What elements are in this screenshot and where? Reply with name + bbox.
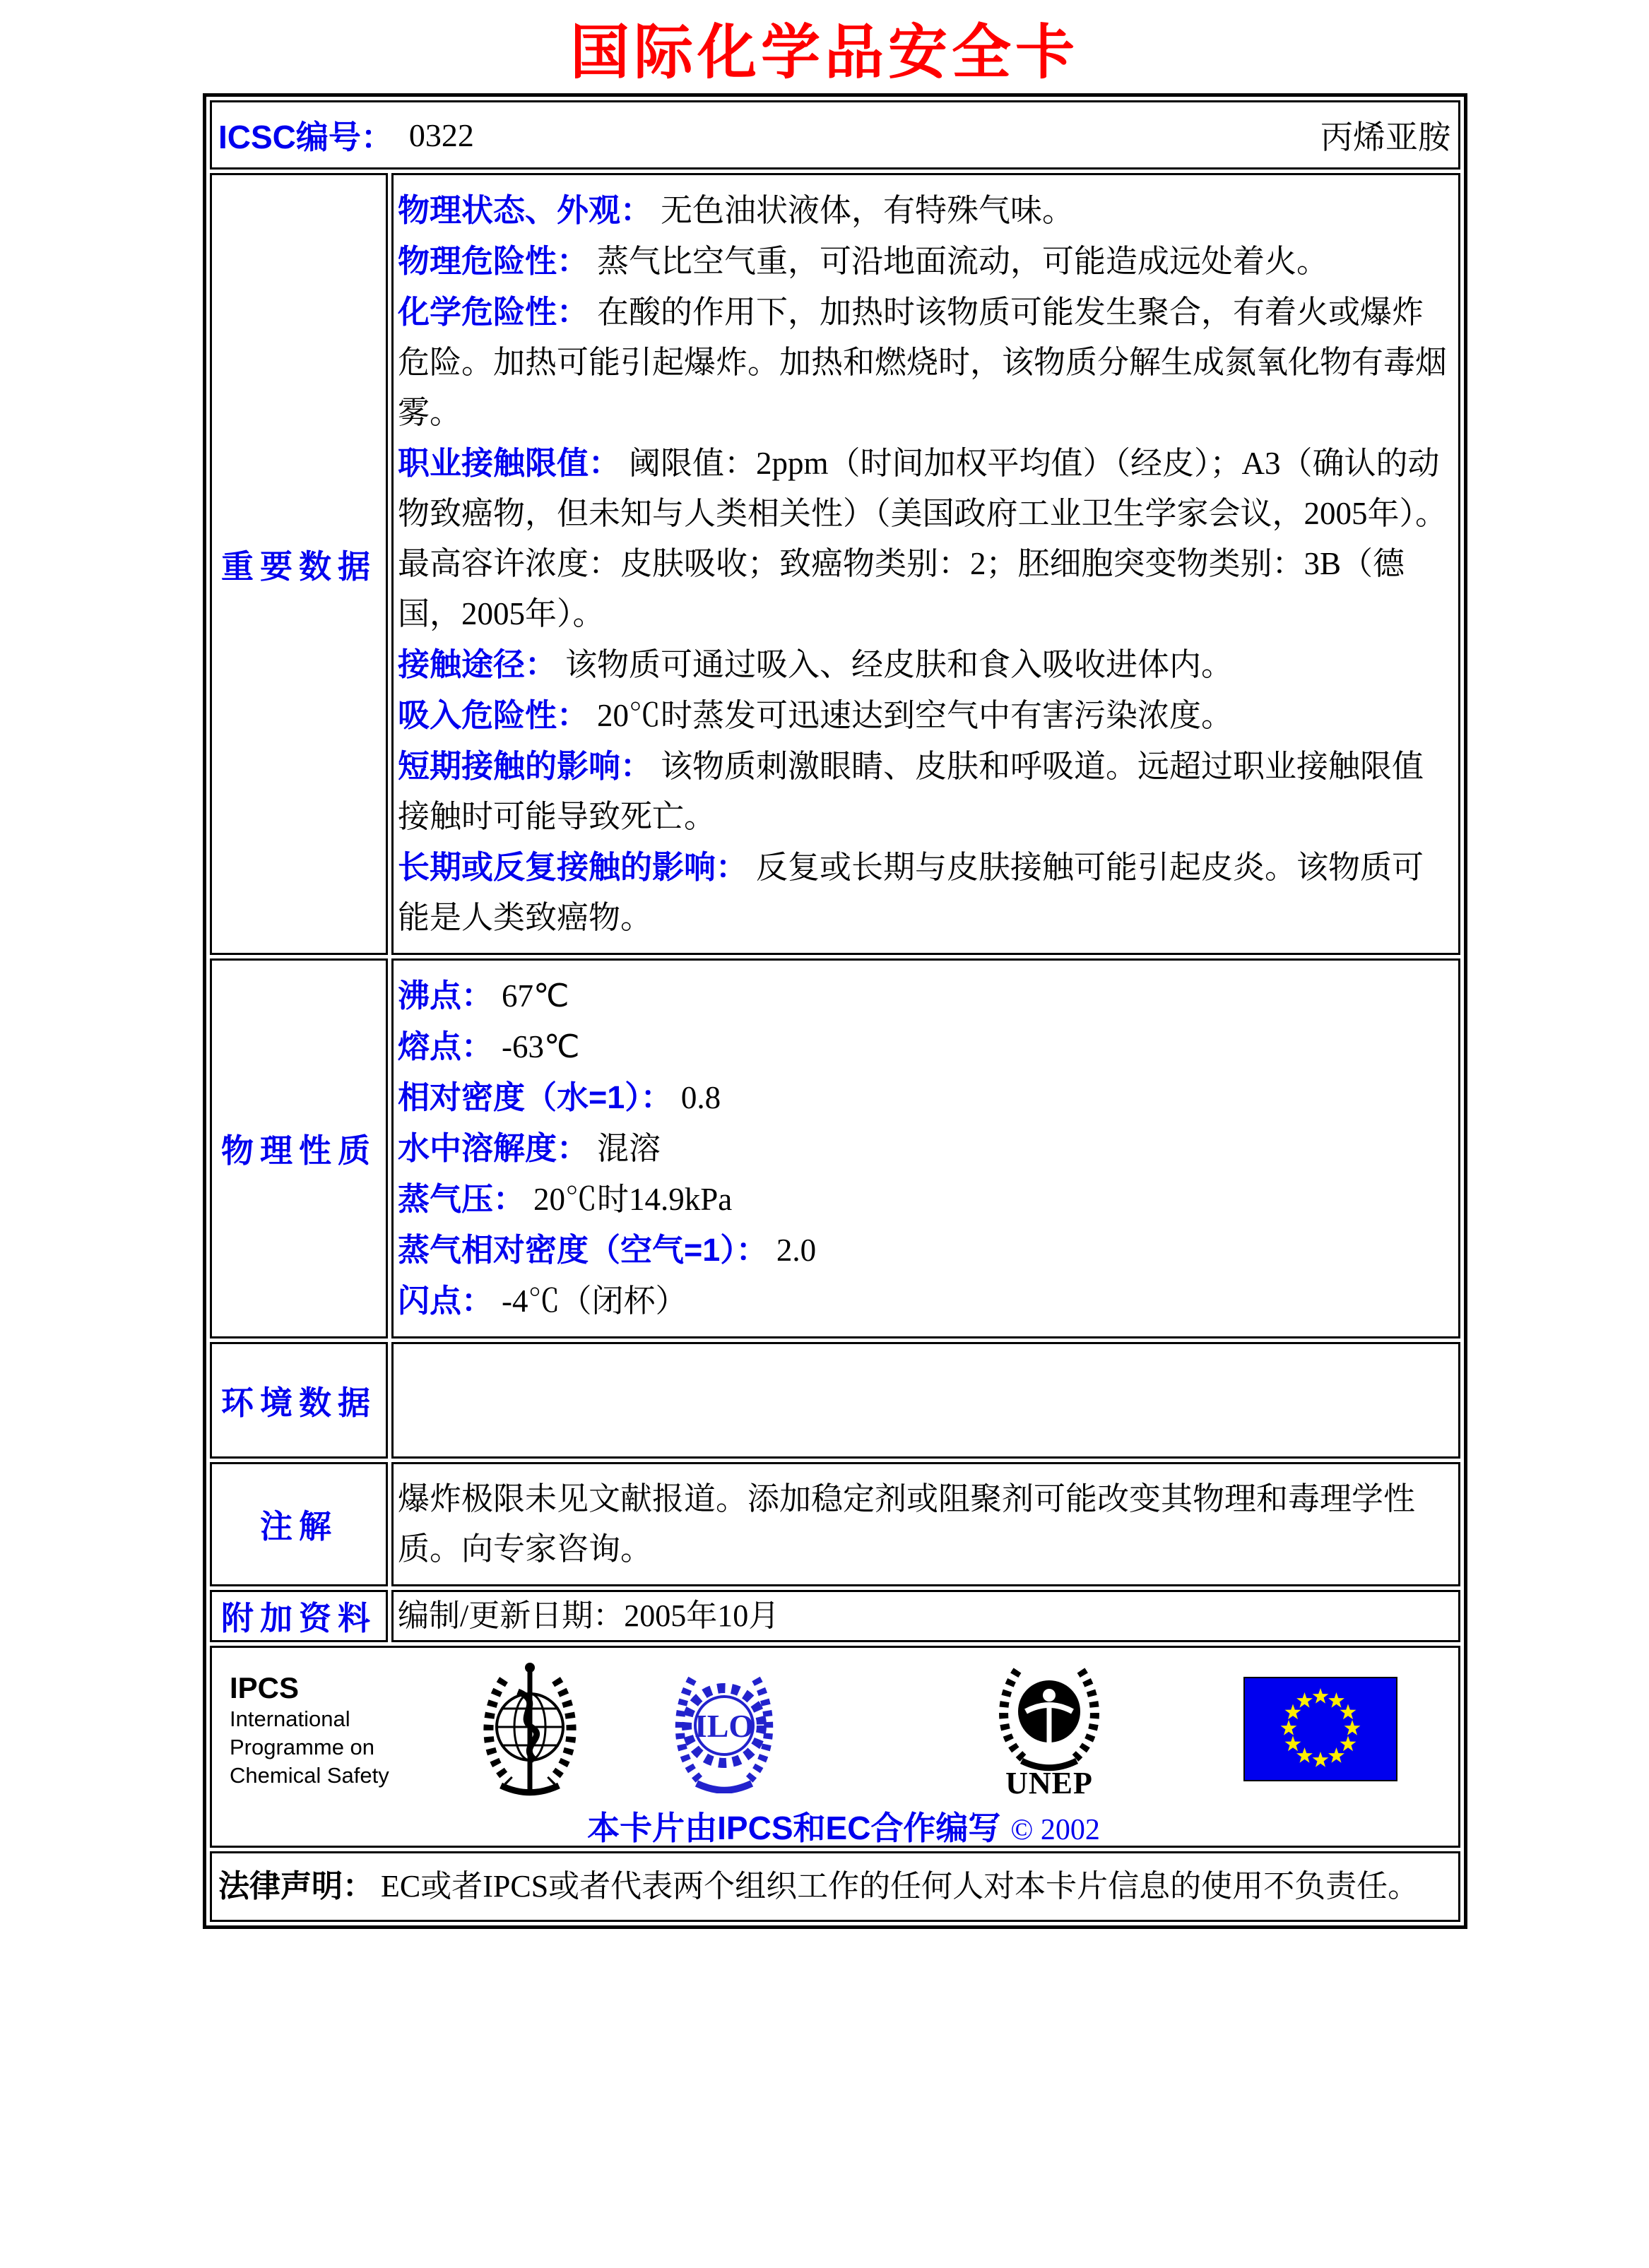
notes-content xyxy=(391,1462,1460,1586)
icsc-number-value: 0322 xyxy=(408,117,474,153)
icsc-card-table xyxy=(203,93,1467,1929)
footer-credit-text: 本卡片由IPCS和EC合作编写 xyxy=(587,1810,1001,1846)
important-data-item: 吸入危险性： 20℃时蒸发可迅速达到空气中有害污染浓度。 xyxy=(398,697,1234,733)
footer-copyright-year: © 2002 xyxy=(1010,1814,1100,1846)
physical-property-item: 相对密度（水=1）： 0.8 xyxy=(398,1079,721,1115)
physical-property-item: 蒸气相对密度（空气=1）： 2.0 xyxy=(398,1232,817,1268)
card-footer xyxy=(230,1803,1458,1849)
ipcs-subtitle-line: International xyxy=(230,1706,350,1731)
section-label-important-data: 重要数据 xyxy=(210,173,388,955)
section-label-additional-info: 附加资料 xyxy=(210,1590,388,1642)
ipcs-text-block xyxy=(230,1671,406,1790)
eu-flag-icon xyxy=(1243,1677,1397,1785)
physical-properties-row xyxy=(210,958,1460,1338)
notes-text: 爆炸极限未见文献报道。添加稳定剂或阻聚剂可能改变其物理和毒理学性质。向专家咨询。 xyxy=(398,1481,1416,1567)
physical-property-item: 闪点： -4℃（闭杯） xyxy=(398,1283,687,1319)
legal-row xyxy=(210,1851,1460,1922)
additional-info-content: 编制/更新日期：2005年10月 xyxy=(391,1590,1460,1642)
physical-property-item: 水中溶解度： 混溶 xyxy=(398,1130,661,1166)
physical-property-item: 熔点： -63℃ xyxy=(398,1028,580,1064)
section-label-physical-properties: 物理性质 xyxy=(210,958,388,1338)
legal-notice-label: 法律声明： xyxy=(218,1869,374,1904)
physical-property-item: 蒸气压： 20℃时14.9kPa xyxy=(398,1181,733,1217)
chemical-name: 丙烯亚胺 xyxy=(1320,119,1450,155)
environmental-data-row xyxy=(210,1342,1460,1459)
who-emblem-icon xyxy=(477,1660,583,1802)
header-cell xyxy=(210,100,1460,170)
legal-cell xyxy=(210,1851,1460,1922)
important-data-content xyxy=(391,173,1460,955)
environmental-data-content xyxy=(391,1342,1460,1459)
section-label-notes: 注解 xyxy=(210,1462,388,1586)
important-data-item: 短期接触的影响： 该物质刺激眼睛、皮肤和呼吸道。远超过职业接触限值接触时可能导致死亡。 xyxy=(398,748,1424,834)
logos-row xyxy=(210,1646,1460,1848)
notes-row xyxy=(210,1462,1460,1586)
header-row xyxy=(210,100,1460,170)
logos-cell xyxy=(210,1646,1460,1848)
important-data-item: 长期或反复接触的影响： 反复或长期与皮肤接触可能引起皮炎。该物质可能是人类致癌物。 xyxy=(398,849,1424,935)
important-data-item: 职业接触限值： 阈限值：2ppm（时间加权平均值）（经皮）；A3（确认的动物致癌物，但未知与人类相关性）（美国政府工业卫生学家会议，2005年）。最高容许浓度：皮肤吸收；致癌物类别：2；胚细胞突变物类别：3B（德国，2005年）。 xyxy=(398,445,1448,631)
physical-property-item: 沸点： 67℃ xyxy=(398,978,569,1014)
ilo-letters: ILO xyxy=(694,1707,755,1744)
ilo-emblem-icon xyxy=(671,1665,777,1797)
physical-properties-content xyxy=(391,958,1460,1338)
important-data-item: 物理状态、外观： 无色油状液体，有特殊气味。 xyxy=(398,192,1075,228)
ipcs-subtitle-line: Chemical Safety xyxy=(230,1763,389,1788)
unep-emblem-icon xyxy=(989,1659,1109,1803)
ipcs-title: IPCS xyxy=(230,1671,300,1704)
legal-notice-text: EC或者IPCS或者代表两个组织工作的任何人对本卡片信息的使用不负责任。 xyxy=(381,1869,1419,1904)
section-label-environmental-data: 环境数据 xyxy=(210,1342,388,1459)
important-data-item: 化学危险性： 在酸的作用下，加热时该物质可能发生聚合，有着火或爆炸危险。加热可能引起爆炸。加热和燃烧时，该物质分解生成氮氧化物有毒烟雾。 xyxy=(398,294,1448,430)
unep-caption: UNEP xyxy=(1005,1765,1093,1799)
additional-info-row xyxy=(210,1590,1460,1642)
ipcs-subtitle-line: Programme on xyxy=(230,1735,375,1759)
icsc-number-label: ICSC编号： xyxy=(218,119,394,155)
important-data-item: 接触途径： 该物质可通过吸入、经皮肤和食入吸收进体内。 xyxy=(398,646,1234,682)
important-data-row xyxy=(210,173,1460,955)
page-title: 国际化学品安全卡 xyxy=(569,17,1079,87)
important-data-item: 物理危险性： 蒸气比空气重，可沿地面流动，可能造成远处着火。 xyxy=(398,243,1329,279)
